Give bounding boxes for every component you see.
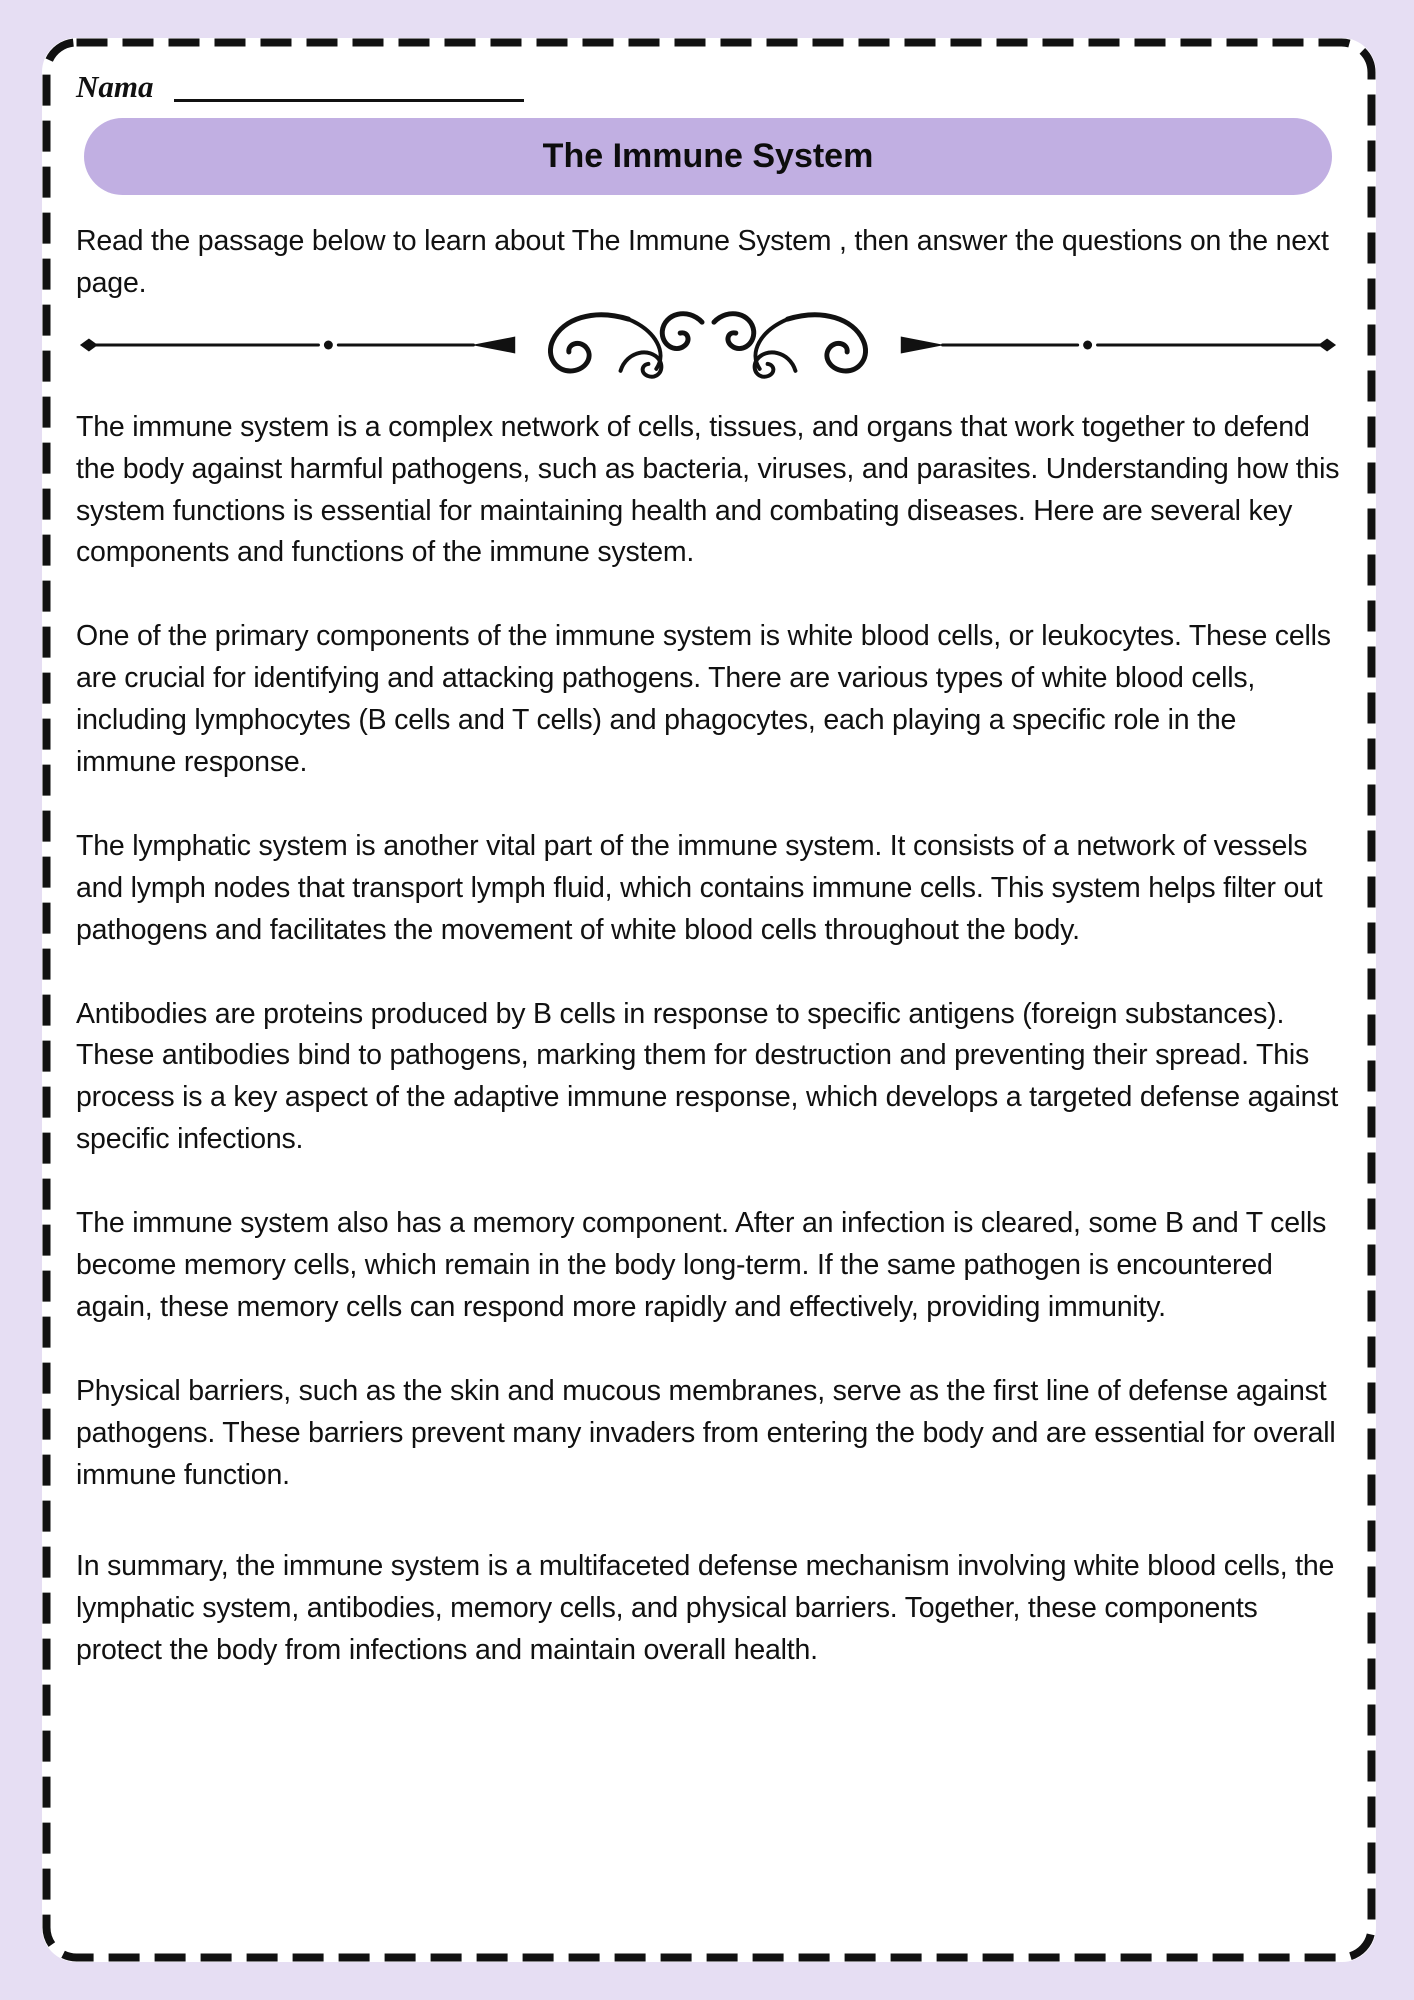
passage-paragraph: Antibodies are proteins produced by B cells in response to specific antigens (foreign substances). These antibodies bind to pathogens, marking them for destruction and preventing their spread. This process is a key aspect of the adaptive immune response, which develops a targeted defense against specific infections. (76, 997, 1339, 1156)
instruction-text: Read the passage below to learn about The Immune System , then answer the questions on the next page. (76, 225, 1329, 299)
name-label: Nama (76, 69, 154, 104)
passage-paragraph: The immune system also has a memory component. After an infection is cleared, some B and T cells become memory cells, which remain in the body long-term. If the same pathogen is encountered again, these memory cells can respond more rapidly and effectively, providing immunity. (76, 1207, 1327, 1323)
passage-paragraph: Physical barriers, such as the skin and mucous membranes, serve as the first line of defense against pathogens. These barriers prevent many invaders from entering the body and are essential for overall immune function. (76, 1374, 1336, 1491)
passage-paragraph: One of the primary components of the immune system is white blood cells, or leukocytes. These cells are crucial for identifying and attacking pathogens. There are various types of white blood cells, including lymphocytes (B cells and T cells) and phagocytes, each playing a specific role in the immune response. (76, 620, 1331, 779)
flourish-ornament-icon (72, 305, 1344, 385)
name-entry-line[interactable] (174, 68, 524, 102)
name-row (76, 58, 1346, 102)
passage-paragraph: In summary, the immune system is a multifaceted defense mechanism involving white blood cells, the lymphatic system, antibodies, memory cells, and physical barriers. Together, these components protect the body from infections and maintain overall health. (76, 1550, 1335, 1667)
passage-paragraph: The lymphatic system is another vital part of the immune system. It consists of a network of vessels and lymph nodes that transport lymph fluid, which contains immune cells. This system helps filter out pathogens and facilitates the movement of white blood cells throughout the body. (76, 829, 1323, 946)
worksheet-card (42, 38, 1376, 1962)
passage (70, 407, 1346, 1672)
passage-paragraph: The immune system is a complex network of cells, tissues, and organs that work together to defend the body against harmful pathogens, such as bacteria, viruses, and parasites. Understanding how this system functions is essential for maintaining health and combating diseases. Here are several key components and functions of the immune system. (76, 410, 1340, 569)
decorative-divider (72, 305, 1346, 385)
page-title: The Immune System (542, 137, 874, 175)
title-banner (84, 118, 1332, 195)
